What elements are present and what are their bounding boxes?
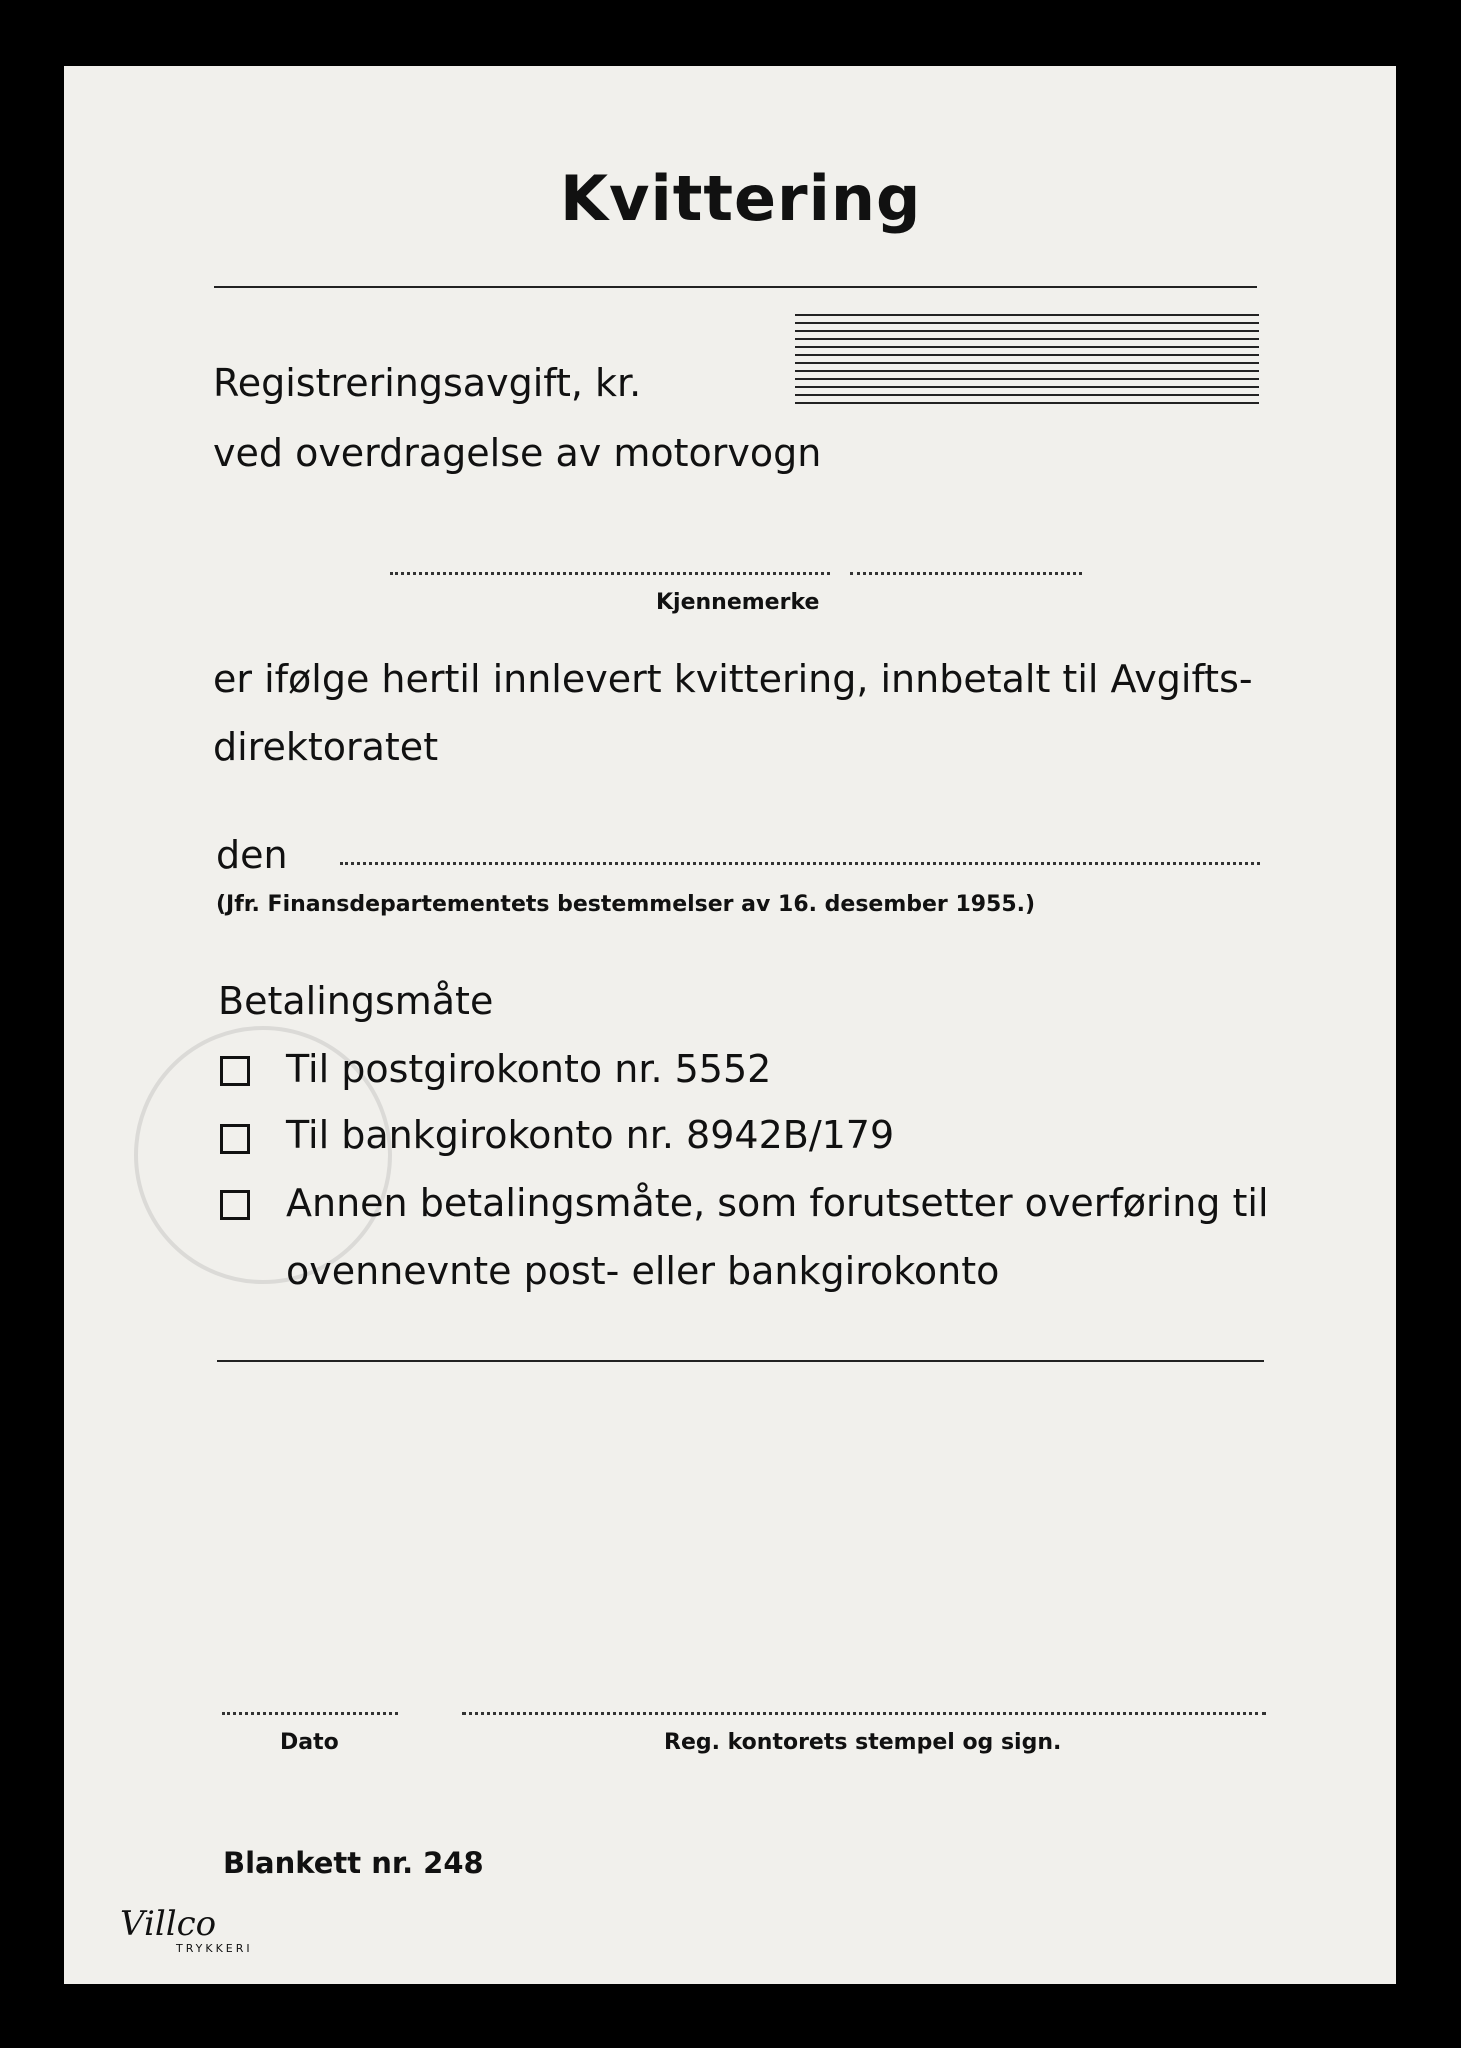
- title-divider: [214, 286, 1257, 288]
- plate-field-part1[interactable]: [390, 572, 830, 575]
- payment-heading: Betalingsmåte: [218, 979, 494, 1023]
- sign-stamp-label: Reg. kontorets stempel og sign.: [664, 1730, 1062, 1755]
- plate-label: Kjennemerke: [656, 590, 820, 615]
- form-number: Blankett nr. 248: [223, 1846, 484, 1880]
- reference-note: (Jfr. Finansdepartementets bestemmelser av 16. desember 1955.): [216, 892, 1036, 917]
- bottom-divider: [217, 1360, 1264, 1362]
- option-other-line-2: ovennevnte post- eller bankgirokonto: [286, 1249, 1000, 1293]
- option-postgiro: Til postgirokonto nr. 5552: [286, 1047, 772, 1091]
- checkbox-bankgiro[interactable]: [220, 1124, 250, 1154]
- receipt-form: [64, 66, 1396, 1984]
- date-field[interactable]: [340, 862, 1260, 865]
- checkbox-other[interactable]: [220, 1190, 250, 1220]
- option-other-line-1: Annen betalingsmåte, som forutsetter overføring til: [286, 1181, 1269, 1225]
- plate-field-part2[interactable]: [850, 572, 1082, 575]
- statement-line-2: direktoratet: [213, 725, 439, 769]
- option-bankgiro: Til bankgirokonto nr. 8942B/179: [286, 1113, 895, 1157]
- sign-date-label: Dato: [280, 1730, 339, 1755]
- fee-label: Registreringsavgift, kr.: [213, 361, 642, 405]
- stamp-signature-field[interactable]: [462, 1712, 1266, 1715]
- amount-field-redacted: [795, 314, 1259, 406]
- form-title: Kvittering: [560, 162, 922, 235]
- transfer-label: ved overdragelse av motorvogn: [213, 431, 822, 475]
- date-label: den: [216, 833, 288, 877]
- checkbox-postgiro[interactable]: [220, 1056, 250, 1086]
- printer-label: TRYKKERI: [176, 1942, 253, 1955]
- date-signature-field[interactable]: [222, 1712, 398, 1715]
- statement-line-1: er ifølge hertil innlevert kvittering, innbetalt til Avgifts-: [213, 657, 1253, 701]
- printer-logo: Villco: [120, 1904, 217, 1944]
